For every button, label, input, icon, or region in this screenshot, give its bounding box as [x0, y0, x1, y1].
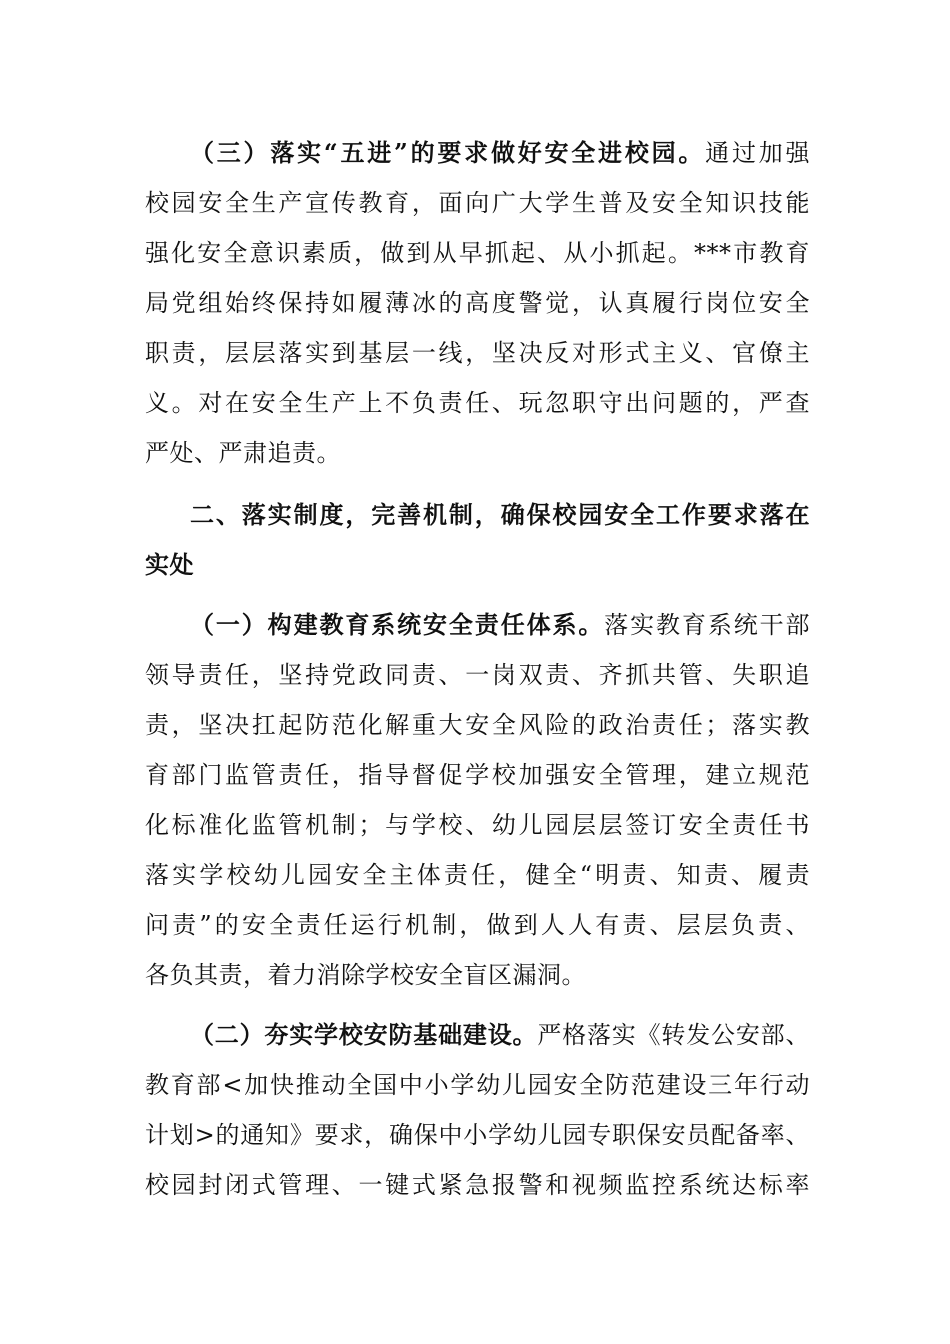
paragraph-line	[190, 1010, 810, 1060]
paragraph-text: 严格落实《转发公安部、	[537, 1021, 810, 1049]
section-heading: 二、落实制度，完善机制，确保校园安全工作要求落在	[190, 500, 810, 529]
paragraph-line	[190, 600, 810, 650]
paragraph-line: 强化安全意识素质，做到从早抓起、从小抓起。***市教育	[145, 239, 810, 267]
paragraph-line: 计划>的通知》要求，确保中小学幼儿园专职保安员配备率、	[145, 1121, 810, 1149]
paragraph-text: 落实教育系统干部	[604, 611, 810, 639]
paragraph-line: 职责，层层落实到基层一线，坚决反对形式主义、官僚主	[145, 339, 810, 367]
paragraph-line: 责，坚决扛起防范化解重大安全风险的政治责任；落实教	[145, 711, 810, 739]
paragraph-text: 通过加强	[705, 139, 810, 167]
paragraph-line: 领导责任，坚持党政同责、一岗双责、齐抓共管、失职追	[145, 661, 810, 689]
paragraph-lead: （一）构建教育系统安全责任体系。	[190, 610, 605, 639]
paragraph-lead: （三）落实“五进”的要求做好安全进校园。	[190, 138, 706, 167]
paragraph-line: 化标准化监管机制；与学校、幼儿园层层签订安全责任书	[145, 811, 810, 839]
paragraph-line: 校园安全生产宣传教育，面向广大学生普及安全知识技能	[145, 189, 810, 217]
paragraph-line: 义。对在安全生产上不负责任、玩忽职守出问题的，严查	[145, 389, 810, 417]
paragraph-line: 校园封闭式管理、一键式紧急报警和视频监控系统达标率	[145, 1171, 810, 1199]
section-heading: 实处	[145, 550, 194, 579]
paragraph-line	[190, 128, 810, 178]
paragraph-line: 严处、严肃追责。	[145, 439, 341, 467]
paragraph-line: 局党组始终保持如履薄冰的高度警觉，认真履行岗位安全	[145, 289, 810, 317]
paragraph-line: 问责”的安全责任运行机制，做到人人有责、层层负责、	[145, 911, 810, 939]
paragraph-line: 各负其责，着力消除学校安全盲区漏洞。	[145, 961, 586, 989]
paragraph-line: 育部门监管责任，指导督促学校加强安全管理，建立规范	[145, 761, 810, 789]
paragraph-lead: （二）夯实学校安防基础建设。	[190, 1020, 538, 1049]
paragraph-line: 落实学校幼儿园安全主体责任，健全“明责、知责、履责	[145, 861, 810, 889]
paragraph-line: 教育部<加快推动全国中小学幼儿园安全防范建设三年行动	[145, 1071, 810, 1099]
